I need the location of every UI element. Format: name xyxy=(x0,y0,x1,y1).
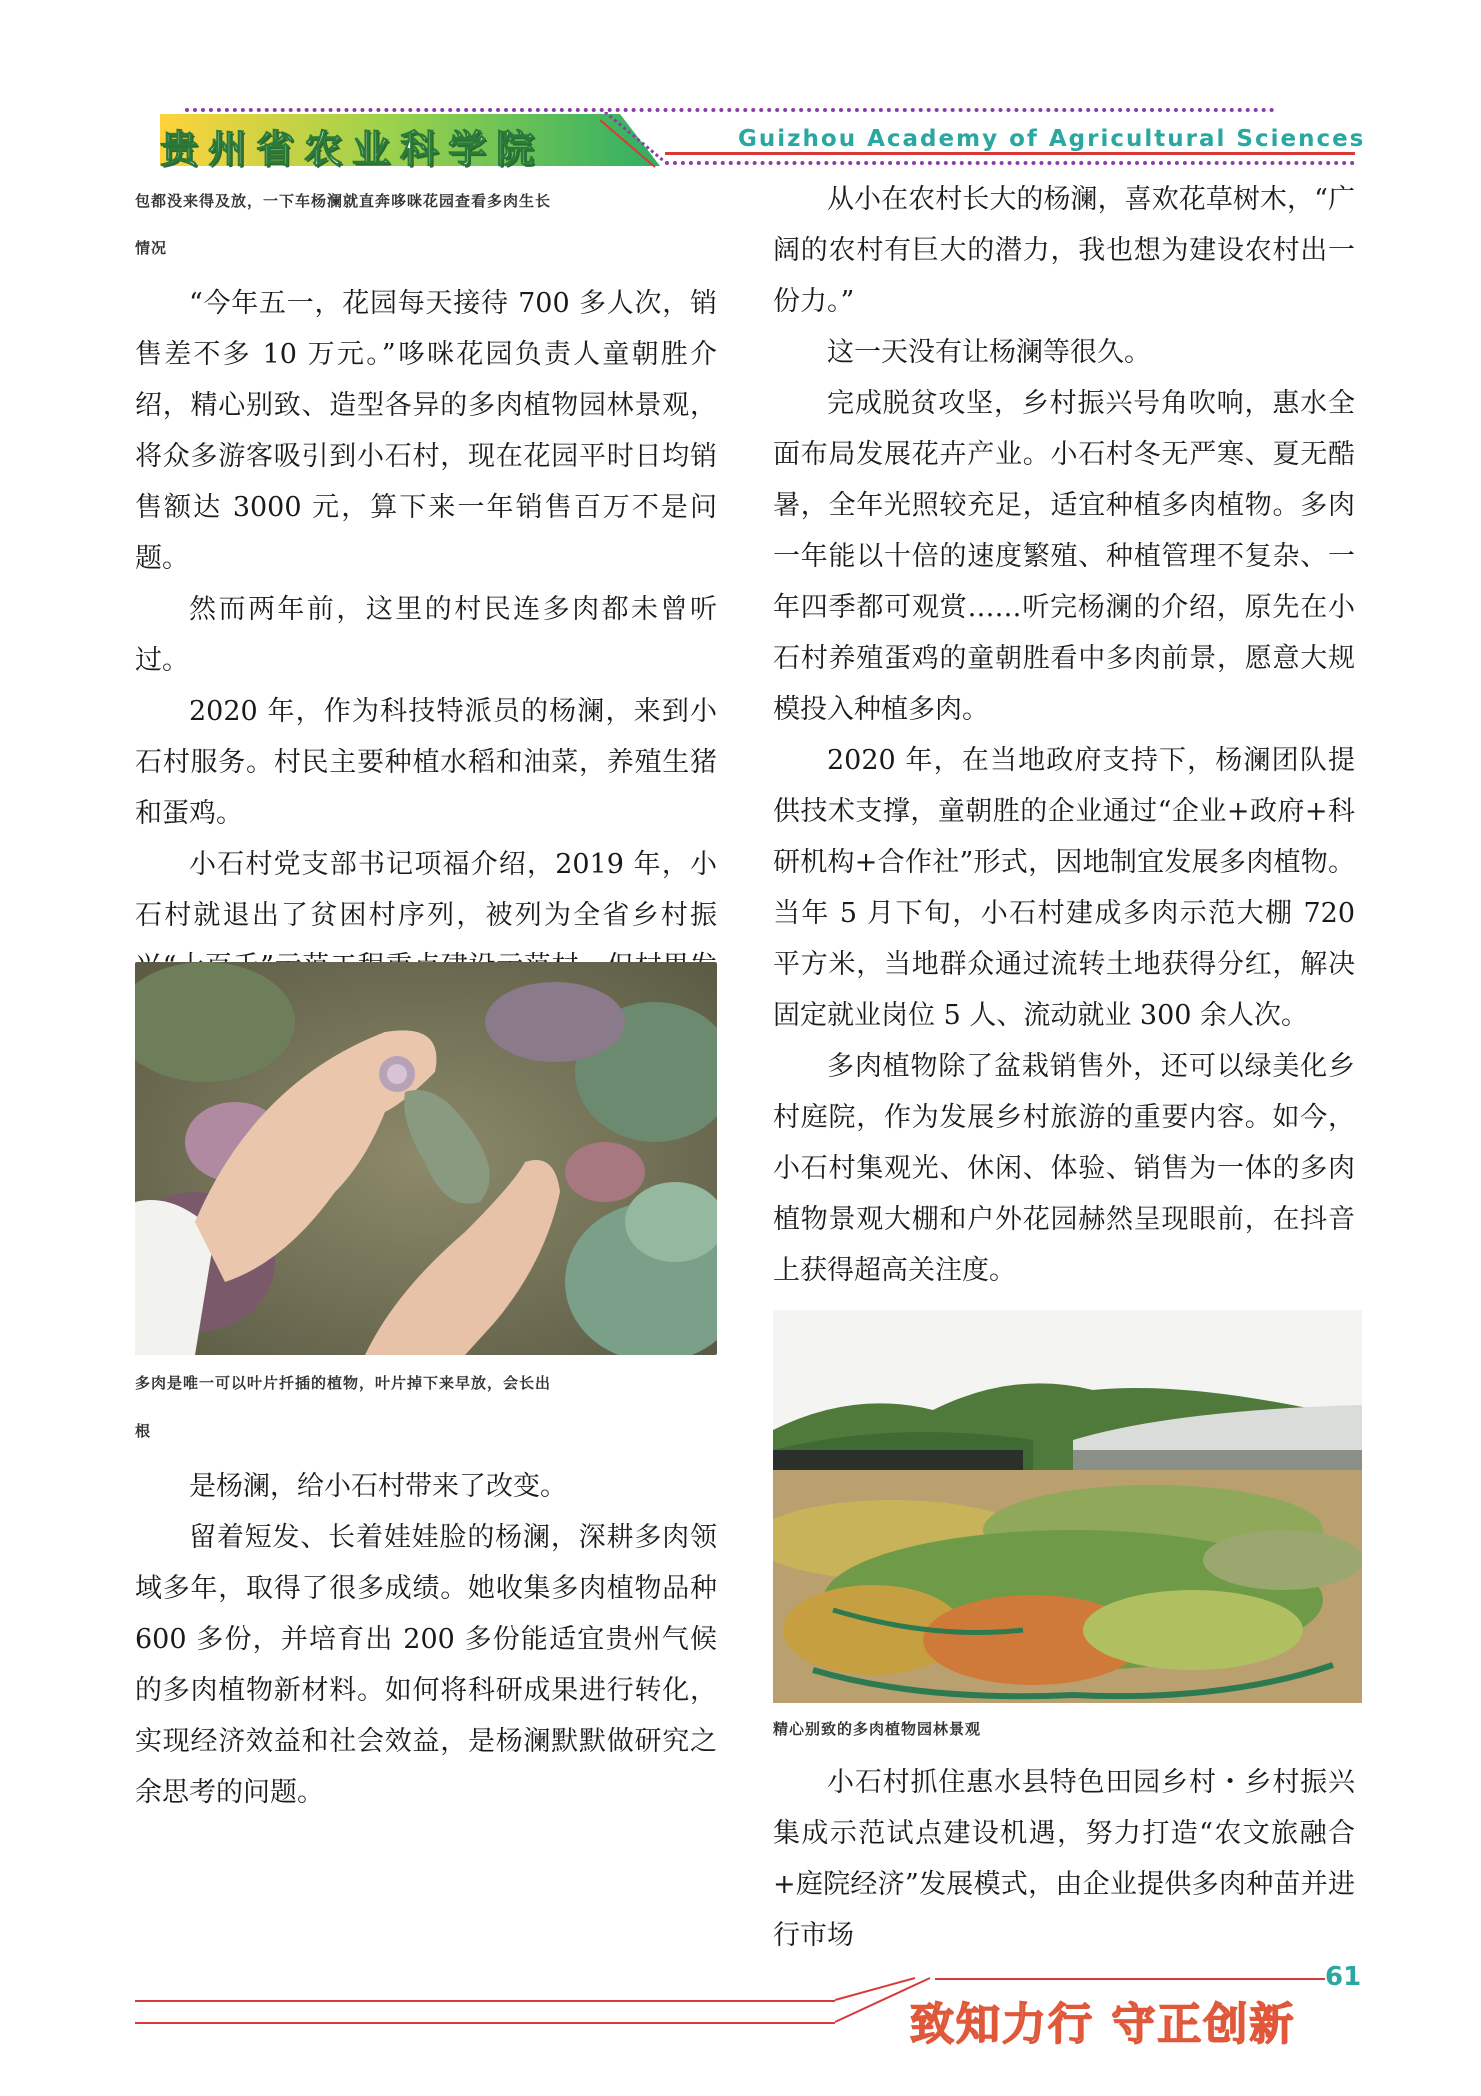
paragraph: 小石村抓住惠水县特色田园乡村・乡村振兴集成示范试点建设机遇，努力打造“农文旅融合+庭院经济”发展模式，由企业提供多肉种苗并进行市场 xyxy=(773,1767,1355,1951)
paragraph: 小石村党支部书记项福介绍，2019 年，小石村就退出了贫困村序列，被列为全省乡村振 xyxy=(135,849,717,931)
header-title-cn: 贵州省农业科学院 xyxy=(160,127,545,171)
left-column-top xyxy=(135,174,717,1094)
header-title-en: Guizhou Academy of Agricultural Sciences xyxy=(738,126,1366,152)
paragraph: 2020 年，在当地政府支持下，杨澜团队提供技术支撑，童朝胜的企业通过“企业+政府+科研机构+合作社”形式，因地制宜发展多肉植物。当年 5 月下旬，小石村建成多肉示范大棚 720 平方米，当地群众通过流转土地获得分红，解决固定就业岗位 5 人、流动就业 300 余人次。 xyxy=(773,745,1355,1031)
footer-red-rule-upper xyxy=(135,2000,835,2002)
right-column-top xyxy=(773,174,1355,1296)
paragraph: 2020 年，作为科技特派员的杨澜，来到小石村服务。村民主要种植水稻和油菜，养殖生猪和蛋鸡。 xyxy=(135,696,717,829)
paragraph: 这一天没有让杨澜等很久。 xyxy=(827,337,1151,368)
succulent-propagation-photo xyxy=(135,962,717,1355)
paragraph: 从小在农村长大的杨澜，喜欢花草树木，“广阔的农村有巨大的潜力，我也想为建设农村出一份力。” xyxy=(773,184,1355,317)
paragraph: 然而两年前，这里的村民连多肉都未曾听过。 xyxy=(135,594,717,676)
paragraph: 多肉植物除了盆栽销售外，还可以绿美化乡村庭院，作为发展乡村旅游的重要内容。如今，小石村集观光、休闲、体验、销售为一体的多肉植物景观大棚和户外花园赫然呈现眼前，在抖音上获得超高关注度。 xyxy=(773,1051,1355,1286)
photo-caption: 多肉是唯一可以叶片扦插的植物，叶片掉下来早放，会长出 xyxy=(135,1374,552,1392)
photo-caption: 精心别致的多肉植物园林景观 xyxy=(773,1720,982,1738)
photo-caption-top-cont: 情况 xyxy=(135,239,168,257)
photo-caption-top: 包都没来得及放，一下车杨澜就直奔哆咪花园查看多肉生长 xyxy=(135,192,552,210)
right-column-bottom xyxy=(773,1703,1355,1961)
header-red-rule xyxy=(665,152,1355,155)
footer-red-rule-lower xyxy=(135,2022,835,2024)
paragraph: 是杨澜，给小石村带来了改变。 xyxy=(189,1471,567,1502)
left-column-bottom xyxy=(135,1355,717,1818)
succulent-garden-photo xyxy=(773,1310,1362,1703)
page-number: 61 xyxy=(1325,1962,1362,1992)
paragraph: 完成脱贫攻坚，乡村振兴号角吹响，惠水全面布局发展花卉产业。小石村冬无严寒、夏无酷暑，全年光照较充足，适宜种植多肉植物。多肉一年能以十倍的速度繁殖、种植管理不复杂、一年四季都可观赏……听完杨澜的介绍，原先在小石村养殖蛋鸡的童朝胜看中多肉前景，愿意大规模投入种植多肉。 xyxy=(773,388,1355,725)
footer-top-rule xyxy=(935,1978,1325,1980)
photo-caption-cont: 根 xyxy=(135,1422,152,1440)
header-dotted-rule-bottom xyxy=(665,161,1355,165)
paragraph: “今年五一，花园每天接待 700 多人次，销售差不多 10 万元。”哆咪花园负责人童朝胜介绍，精心别致、造型各异的多肉植物园林景观，将众多游客吸引到小石村，现在花园平时日均销售额达 3000 元，算下来一年销售百万不是问题。 xyxy=(135,288,717,574)
footer-slogan: 致知力行 守正创新 xyxy=(910,1999,1296,2050)
paragraph: 留着短发、长着娃娃脸的杨澜，深耕多肉领域多年，取得了很多成绩。她收集多肉植物品种 600 多份，并培育出 200 多份能适宜贵州气候的多肉植物新材料。如何将科研成果进行转化，实现经济效益和社会效益，是杨澜默默做研究之余思考的问题。 xyxy=(135,1522,717,1808)
header-dotted-rule-top xyxy=(185,108,1275,112)
